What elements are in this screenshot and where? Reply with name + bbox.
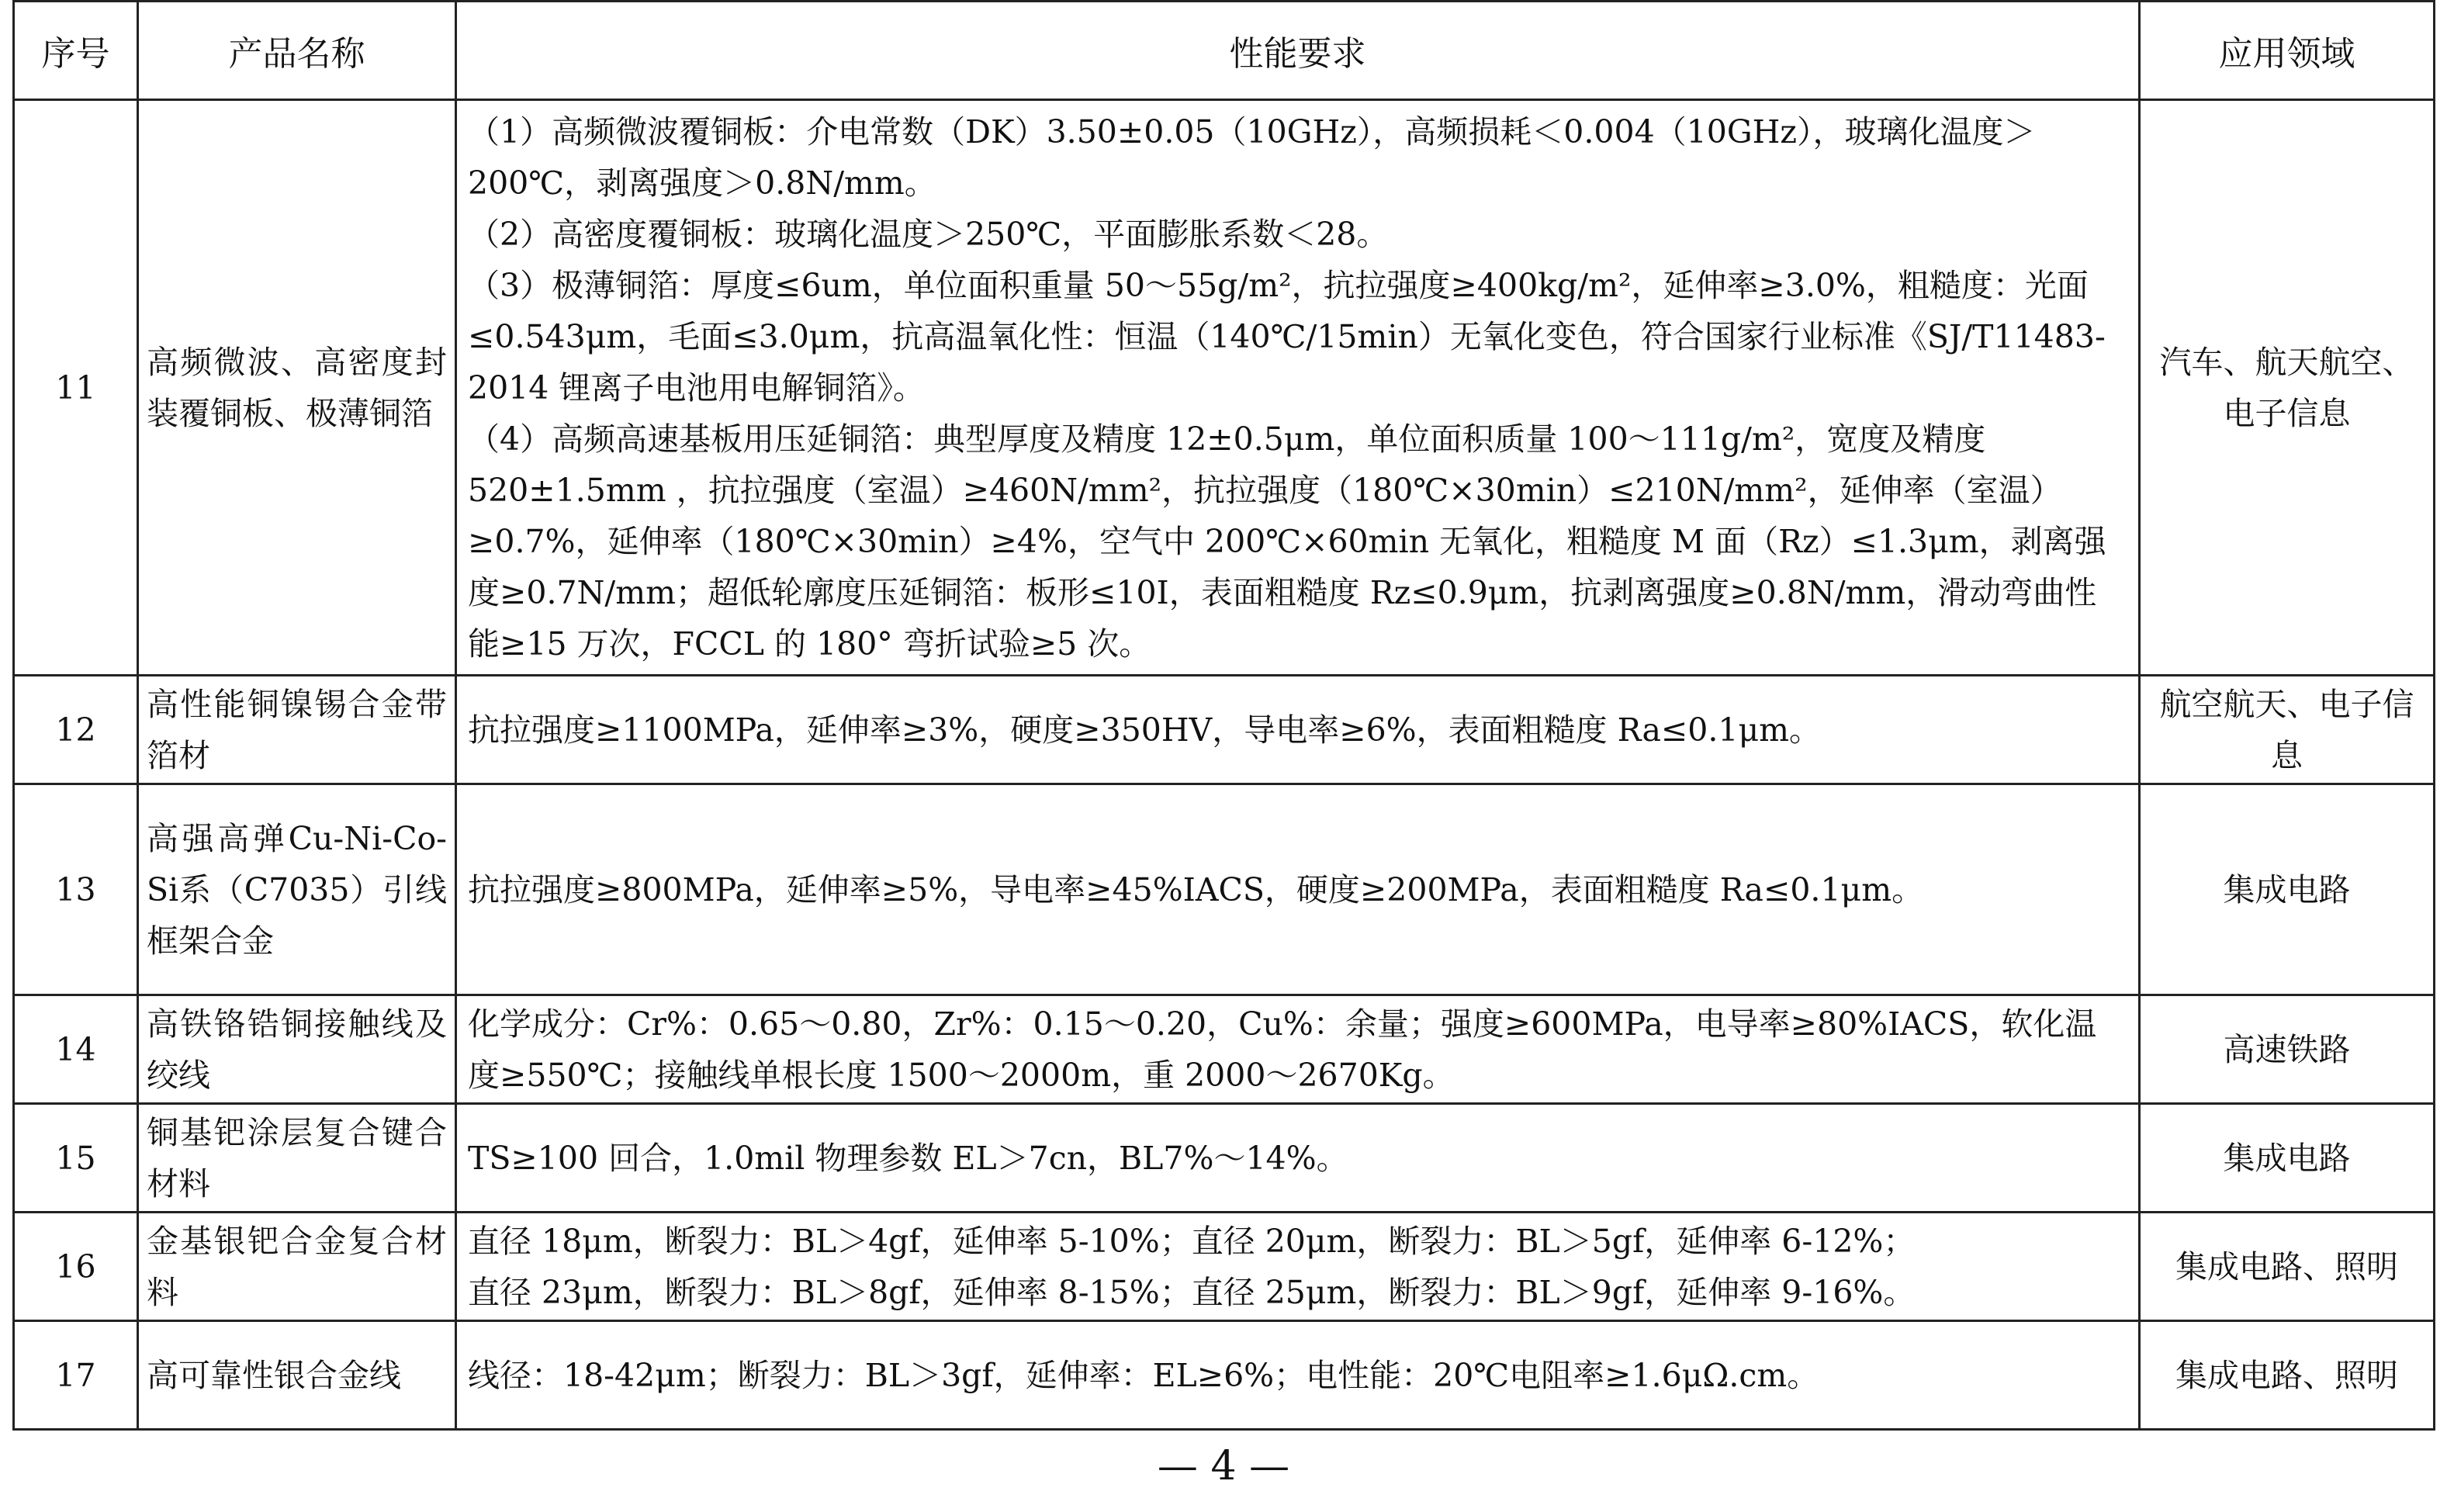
row-requirements [456,1321,2140,1430]
row-no: 11 [14,100,138,676]
requirement-line: TS≥100 回合，1.0mil 物理参数 EL＞7cn，BL7%～14%。 [468,1139,1348,1177]
requirement-line: 线径：18-42μm；断裂力：BL＞3gf，延伸率：EL≥6%；电性能：20℃电阻率≥1.6μΩ.cm。 [468,1356,1819,1394]
header-no: 序号 [14,2,138,100]
row-application: 高速铁路 [2140,995,2435,1104]
row-product-name: 高性能铜镍锡合金带箔材 [138,676,456,784]
row-requirements [456,995,2140,1104]
row-product-name: 高频微波、高密度封装覆铜板、极薄铜箔 [138,100,456,676]
row-application: 集成电路 [2140,1104,2435,1213]
row-no: 12 [14,676,138,784]
table-row [14,1104,2435,1213]
requirement-line: 直径 18μm，断裂力：BL＞4gf，延伸率 5-10%；直径 20μm，断裂力：BL＞5gf，延伸率 6-12%； [468,1222,1916,1260]
row-requirements [456,1104,2140,1213]
row-application: 集成电路、照明 [2140,1321,2435,1430]
page-number: — 4 — [1157,1443,1290,1490]
row-no: 14 [14,995,138,1104]
row-product-name: 金基银钯合金复合材料 [138,1213,456,1321]
row-product-name: 高可靠性银合金线 [138,1321,456,1430]
row-application: 航空航天、电子信息 [2140,676,2435,784]
requirement-line: （3）极薄铜箔：厚度≤6um，单位面积重量 50～55g/m²，抗拉强度≥400kg/m²，延伸率≥3.0%，粗糙度：光面≤0.543μm，毛面≤3.0μm，抗高温氧化性：恒温（140℃/15min）无氧化变色，符合国家行业标准《SJ/T11483-2014 锂离子电池用电解铜箔》。 [468,266,2106,407]
table-row [14,995,2435,1104]
row-no: 16 [14,1213,138,1321]
row-application: 集成电路 [2140,784,2435,995]
requirement-line: 抗拉强度≥800MPa，延伸率≥5%，导电率≥45%IACS，硬度≥200MPa，表面粗糙度 Ra≤0.1μm。 [468,870,1924,908]
row-requirements [456,1213,2140,1321]
row-application: 集成电路、照明 [2140,1213,2435,1321]
table-row [14,1213,2435,1321]
header-application: 应用领域 [2140,2,2435,100]
row-no: 15 [14,1104,138,1213]
table-row [14,784,2435,995]
row-no: 17 [14,1321,138,1430]
row-product-name: 铜基钯涂层复合键合材料 [138,1104,456,1213]
requirement-line: （4）高频高速基板用压延铜箔：典型厚度及精度 12±0.5μm，单位面积质量 100～111g/m²，宽度及精度 520±1.5mm ，抗拉强度（室温）≥460N/mm²，抗拉强度（180℃×30min）≤210N/mm²，延伸率（室温）≥0.7%，延伸率（180℃×30min）≥4%，空气中 200℃×60min 无氧化，粗糙度 M 面（Rz）≤1.3μm，剥离强度≥0.7N/mm；超低轮廓度压延铜箔：板形≤10I，表面粗糙度 Rz≤0.9μm，抗剥离强度≥0.8N/mm，滑动弯曲性能≥15 万次，FCCL 的 180° 弯折试验≥5 次。 [468,420,2106,663]
document-page [12,0,2433,1431]
table-row [14,676,2435,784]
header-product-name: 产品名称 [138,2,456,100]
requirement-line: （1）高频微波覆铜板：介电常数（DK）3.50±0.05（10GHz），高频损耗＜0.004（10GHz），玻璃化温度＞200℃，剥离强度＞0.8N/mm。 [468,112,2036,202]
row-requirements [456,100,2140,676]
table-row [14,100,2435,676]
row-no: 13 [14,784,138,995]
requirement-line: 化学成分：Cr%：0.65～0.80，Zr%：0.15～0.20，Cu%：余量；强度≥600MPa，电导率≥80%IACS，软化温度≥550℃；接触线单根长度 1500～2000m，重 2000～2670Kg。 [468,1005,2097,1094]
header-requirements: 性能要求 [456,2,2140,100]
table-row [14,1321,2435,1430]
requirement-line: 抗拉强度≥1100MPa，延伸率≥3%，硬度≥350HV，导电率≥6%，表面粗糙度 Ra≤0.1μm。 [468,711,1821,749]
requirement-line: （2）高密度覆铜板：玻璃化温度＞250℃，平面膨胀系数＜28。 [468,215,1389,253]
product-table [12,0,2435,1431]
row-product-name: 高强高弹Cu-Ni-Co-Si系（C7035）引线框架合金 [138,784,456,995]
requirement-line: 直径 23μm，断裂力：BL＞8gf，延伸率 8-15%；直径 25μm，断裂力：BL＞9gf，延伸率 9-16%。 [468,1273,1916,1311]
row-product-name: 高铁铬锆铜接触线及绞线 [138,995,456,1104]
row-requirements [456,676,2140,784]
row-application: 汽车、航天航空、电子信息 [2140,100,2435,676]
row-requirements [456,784,2140,995]
table-header-row [14,2,2435,100]
